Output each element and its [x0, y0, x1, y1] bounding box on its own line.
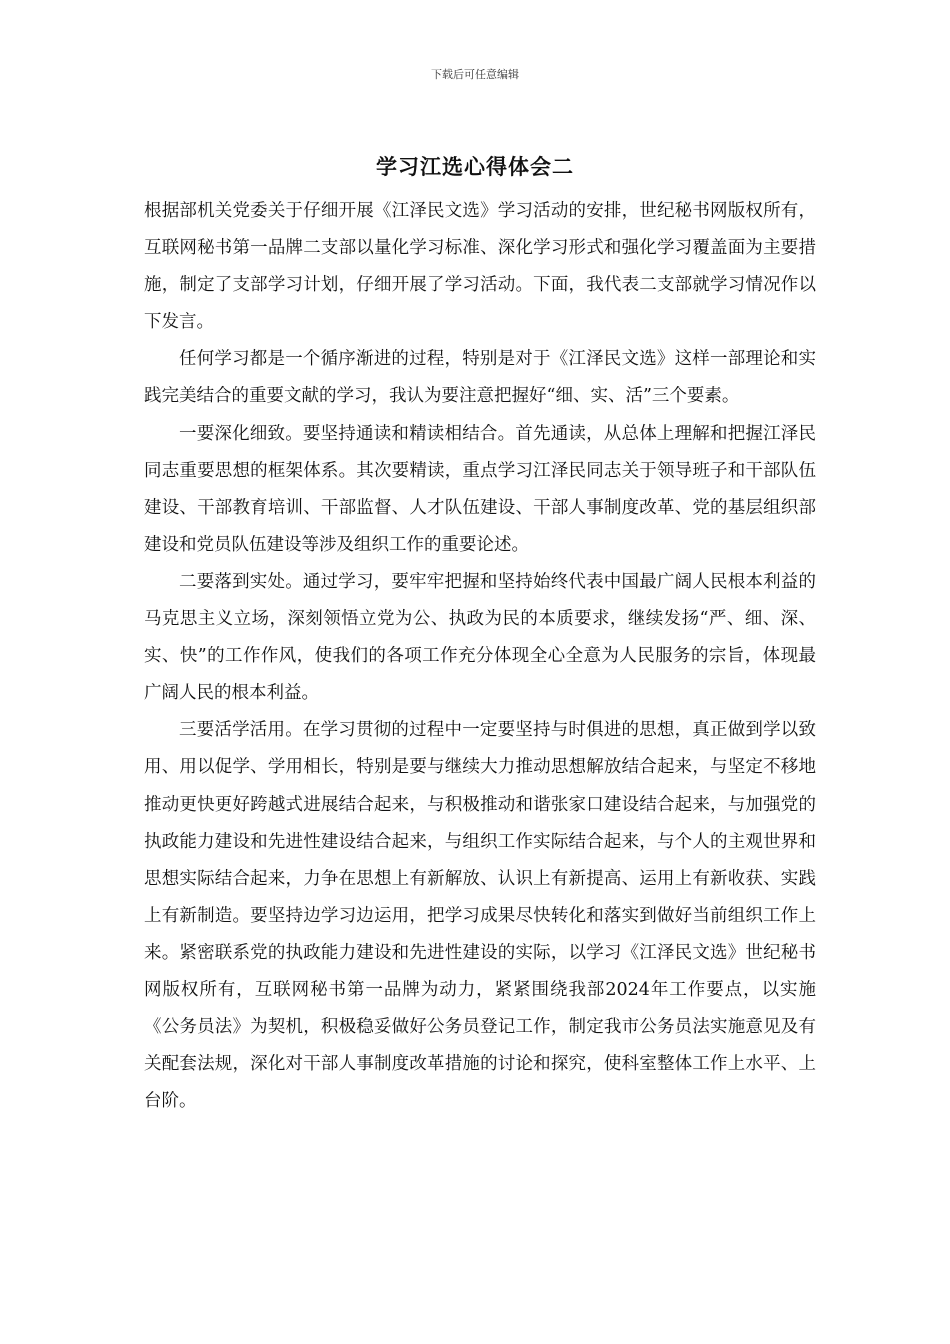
document-title: 学习江选心得体会二	[376, 155, 574, 179]
paragraph-intro: 根据部机关党委关于仔细开展《江泽民文选》学习活动的安排，世纪秘书网版权所有，互联网秘书第一品牌二支部以量化学习标准、深化学习形式和强化学习覆盖面为主要措施，制定了支部学习计划，仔细开展了学习活动。下面，我代表二支部就学习情况作以下发言。	[144, 201, 816, 333]
paragraph-point-three: 三要活学活用。在学习贯彻的过程中一定要坚持与时俱进的思想，真正做到学以致用、用以促学、学用相长，特别是要与继续大力推动思想解放结合起来，与坚定不移地推动更快更好跨越式进展结合起来，与积极推动和谐张家口建设结合起来，与加强党的执政能力建设和先进性建设结合起来，与组织工作实际结合起来，与个人的主观世界和思想实际结合起来，力争在思想上有新解放、认识上有新提高、运用上有新收获、实践上有新制造。要坚持边学习边运用，把学习成果尽快转化和落实到做好当前组织工作上来。紧密联系党的执政能力建设和先进性建设的实际，以学习《江泽民文选》世纪秘书网版权所有，互联网秘书第一品牌为动力，紧紧围绕我部2024年工作要点，以实施《公务员法》为契机，积极稳妥做好公务员登记工作，制定我市公务员法实施意见及有关配套法规，深化对干部人事制度改革措施的讨论和探究，使科室整体工作上水平、上台阶。	[144, 720, 816, 1112]
paragraph-point-one: 一要深化细致。要坚持通读和精读相结合。首先通读，从总体上理解和把握江泽民同志重要思想的框架体系。其次要精读，重点学习江泽民同志关于领导班子和干部队伍建设、干部教育培训、干部监督、人才队伍建设、干部人事制度改革、党的基层组织部建设和党员队伍建设等涉及组织工作的重要论述。	[144, 423, 816, 555]
document-body	[144, 193, 816, 1120]
paragraph-point-two: 二要落到实处。通过学习，要牢牢把握和坚持始终代表中国最广阔人民根本利益的马克思主义立场，深刻领悟立党为公、执政为民的本质要求，继续发扬“严、细、深、实、快”的工作作风，使我们的各项工作充分体现全心全意为人民服务的宗旨，体现最广阔人民的根本利益。	[144, 571, 816, 704]
paragraph-overview: 任何学习都是一个循序渐进的过程，特别是对于《江泽民文选》这样一部理论和实践完美结合的重要文献的学习，我认为要注意把握好“细、实、活”三个要素。	[144, 349, 816, 407]
header-note: 下载后可任意编辑	[431, 68, 519, 81]
